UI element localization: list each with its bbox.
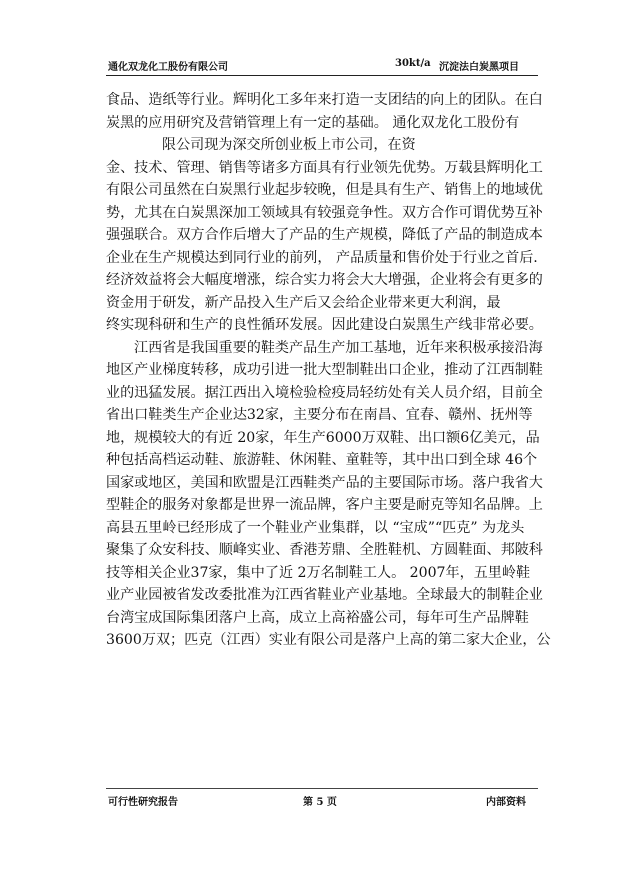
text-line: 台湾宝成国际集团落户上高，成立上高裕盛公司，每年可生产品牌鞋 (106, 609, 529, 626)
page-footer (108, 793, 536, 809)
text-line: 终实现科研和生产的良性循环发展。因此建设白炭黑生产线非常必要。 (106, 317, 543, 333)
header-rule (106, 75, 538, 76)
text-line: 资金用于研发，新产品投入生产后又会给企业带来更大利润，最 (106, 294, 501, 311)
text-line: 高县五里岭已经形成了一个鞋业产业集群，以 “宝成”“匹克” 为龙头 (106, 519, 525, 536)
header-project: 沉淀法白炭黑项目 (439, 62, 519, 73)
text-line: 业的迅猛发展。据江西出入境检验检疫局轻纺处有关人员介绍，目前全 (106, 384, 543, 401)
text-line: 金、技术、管理、销售等诸多方面具有行业领先优势。万载县辉明化工 (106, 159, 543, 176)
text-line: 省出口鞋类生产企业达32家，主要分布在南昌、宜春、赣州、抚州等 (106, 407, 533, 423)
text-line: 强强联合。双方合作后增大了产品的生产规模，降低了产品的制造成本 (106, 227, 543, 243)
header-capacity: 30kt/a (395, 58, 431, 69)
text-line: 江西省是我国重要的鞋类产品生产加工基地，近年来积极承接沿海 (134, 339, 543, 356)
text-line: 企业在生产规模达到同行业的前列， 产品质量和售价处于行业之首后. (106, 249, 538, 266)
text-line: 经济效益将会大幅度增涨，综合实力将会大大增强，企业将会有更多的 (106, 272, 543, 288)
header-company: 通化双龙化工股份有限公司 (108, 62, 228, 73)
text-line: 地，规模较大的有近 20家，年生产6000万双鞋、出口额6亿美元，品 (106, 429, 540, 446)
text-line: 有限公司虽然在白炭黑行业起步较晚，但是具有生产、销售上的地域优 (106, 182, 543, 198)
text-line: 炭黑的应用研究及营销管理上有一定的基础。 通化双龙化工股份有 (106, 114, 520, 131)
text-line: 国家或地区，美国和欧盟是江西鞋类产品的主要国际市场。落户我省大 (106, 474, 543, 491)
page-header (108, 58, 536, 74)
text-line: 业产业园被省发改委批准为江西省鞋业产业基地。全球最大的制鞋企业 (106, 587, 543, 603)
text-line: 食品、造纸等行业。辉明化工多年来打造一支团结的向上的团队。在白 (106, 92, 543, 108)
text-line: 型鞋企的服务对象都是世界一流品牌，客户主要是耐克等知名品牌。上 (106, 497, 543, 513)
footer-doc-type: 可行性研究报告 (108, 797, 178, 808)
footer-classification: 内部资料 (486, 797, 526, 808)
text-line: 势，尤其在白炭黑深加工领域具有较强竞争性。双方合作可谓优势互补 (106, 204, 543, 221)
body-text (106, 89, 551, 652)
text-line: 技等相关企业37家，集中了近 2万名制鞋工人。 2007年，五里岭鞋 (106, 564, 531, 581)
text-line: 3600万双；匹克（江西）实业有限公司是落户上高的第二家大企业，公 (106, 632, 551, 648)
text-line: 限公司现为深交所创业板上市公司，在资 (162, 137, 416, 153)
text-line: 种包括高档运动鞋、旅游鞋、休闲鞋、童鞋等，其中出口到全球 46个 (106, 452, 538, 468)
text-line: 地区产业梯度转移，成功引进一批大型制鞋出口企业，推动了江西制鞋 (106, 362, 543, 378)
footer-rule (106, 788, 538, 789)
footer-page-number: 第 5 页 (303, 797, 337, 808)
text-line: 聚集了众安科技、顺峰实业、香港芳鼎、全胜鞋机、方圆鞋面、邦陂科 (106, 542, 543, 558)
